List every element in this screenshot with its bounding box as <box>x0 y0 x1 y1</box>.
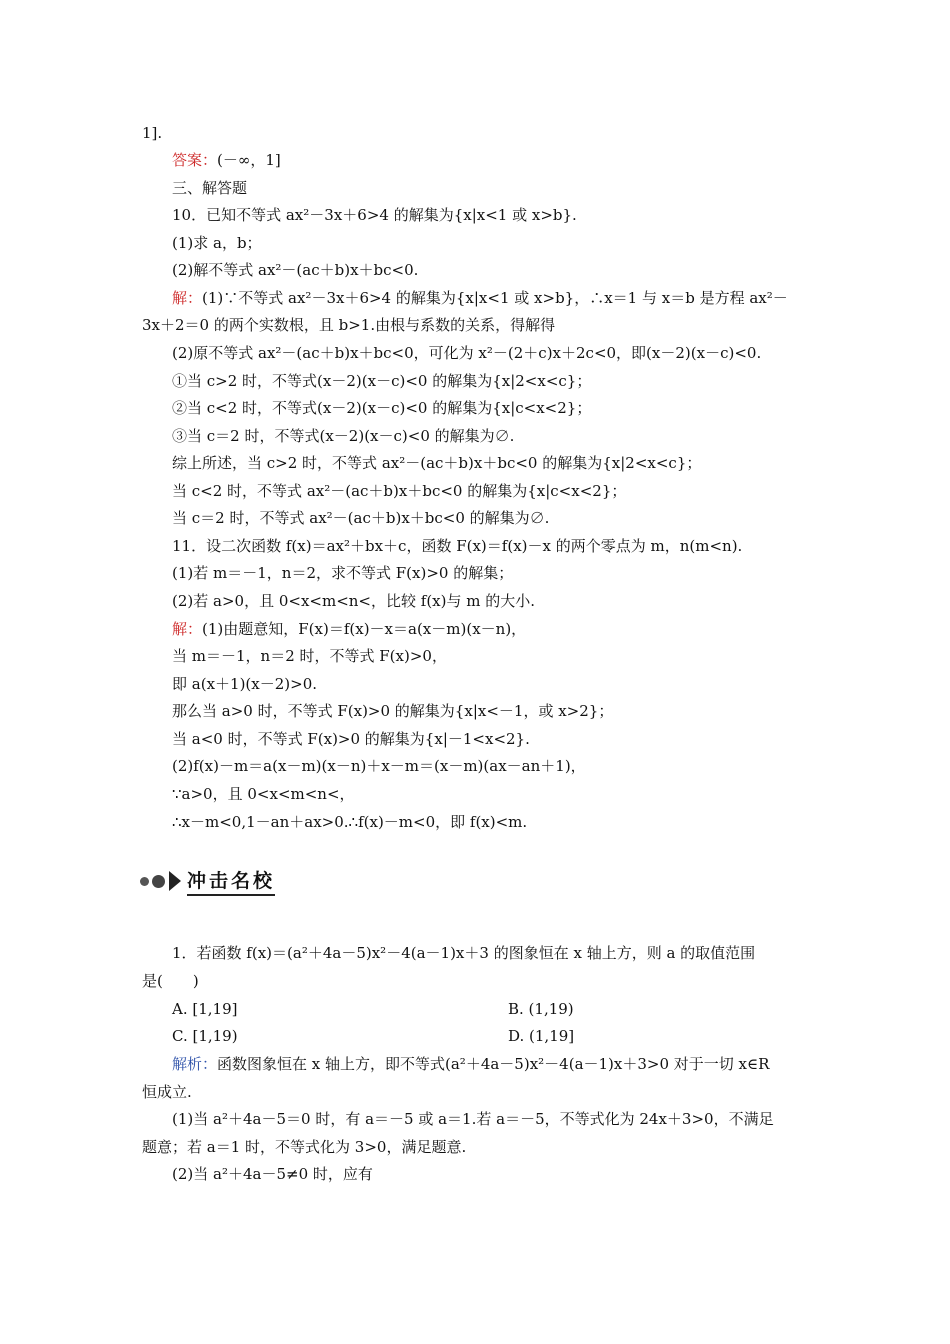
line-text: 即 a(x＋1)(x－2)>0. <box>172 675 318 693</box>
text-line <box>172 206 844 224</box>
line-text: ①当 c>2 时，不等式(x－2)(x－c)<0 的解集为{x|2<x<c}； <box>172 372 592 390</box>
line-text: 当 a<0 时，不等式 F(x)>0 的解集为{x|－1<x<2}. <box>172 730 530 748</box>
line-text: (2)当 a²＋4a－5≠0 时，应有 <box>172 1165 373 1183</box>
text-line <box>142 124 814 142</box>
section-header <box>140 868 275 894</box>
line-text: (1)∵不等式 ax²－3x＋6>4 的解集为{x|x<1 或 x>b}，∴x＝1 与 x＝b 是方程 ax²－ <box>202 289 788 307</box>
analysis-label: 解析： <box>172 1055 218 1073</box>
section-title: 冲击名校 <box>187 866 275 896</box>
line-text: (2)若 a>0，且 0<x<m<n<，比较 f(x)与 m 的大小. <box>172 592 536 610</box>
analysis-text: 函数图象恒在 x 轴上方，即不等式(a²＋4a－5)x²－4(a－1)x＋3>0 对于一切 x∈R <box>217 1055 770 1073</box>
line-text: 3x＋2＝0 的两个实数根，且 b>1.由根与系数的关系，得解得 <box>142 316 556 334</box>
line-text: ∴x－m<0,1－an＋ax>0.∴f(x)－m<0，即 f(x)<m. <box>172 813 528 831</box>
line-text: 三、解答题 <box>172 179 248 197</box>
line-text: (2)f(x)－m＝a(x－m)(x－n)＋x－m＝(x－m)(ax－an＋1)， <box>172 757 586 775</box>
line-text: 综上所述，当 c>2 时，不等式 ax²－(ac＋b)x＋bc<0 的解集为{x|2<x<c}； <box>172 454 702 472</box>
line-text: 恒成立. <box>142 1083 192 1101</box>
line-text: (1)若 m＝－1，n＝2，求不等式 F(x)>0 的解集； <box>172 564 514 582</box>
choice-option: B. (1,19) <box>508 1000 574 1018</box>
line-text: (1)由题意知，F(x)＝f(x)－x＝a(x－m)(x－n)， <box>202 620 527 638</box>
bullet-dot-icon <box>152 875 165 888</box>
bullet-dot-icon <box>140 877 149 886</box>
text-line <box>142 1138 814 1156</box>
line-text: (2)原不等式 ax²－(ac＋b)x＋bc<0，可化为 x²－(2＋c)x＋2c<0，即(x－2)(x－c)<0. <box>172 344 762 362</box>
answer-label: 解： <box>172 620 203 638</box>
text-line <box>172 730 844 748</box>
text-line <box>172 813 844 831</box>
line-text: (－∞，1] <box>217 151 281 169</box>
line-text: ∵a>0，且 0<x<m<n<， <box>172 785 355 803</box>
line-text: 那么当 a>0 时，不等式 F(x)>0 的解集为{x|x<－1，或 x>2}； <box>172 702 614 720</box>
text-line <box>172 1165 844 1183</box>
text-line <box>172 234 844 252</box>
analysis-line <box>172 1055 844 1073</box>
text-line <box>172 675 844 693</box>
text-line <box>172 289 844 307</box>
line-text: 是( ) <box>142 972 199 990</box>
text-line <box>142 972 814 990</box>
text-line <box>172 344 844 362</box>
line-text: 10．已知不等式 ax²－3x＋6>4 的解集为{x|x<1 或 x>b}. <box>172 206 577 224</box>
line-text: ②当 c<2 时，不等式(x－2)(x－c)<0 的解集为{x|c<x<2}； <box>172 399 592 417</box>
answer-label: 答案： <box>172 151 218 169</box>
text-line <box>142 1083 814 1101</box>
text-line <box>172 564 844 582</box>
text-line <box>172 702 844 720</box>
text-line <box>172 399 844 417</box>
chevron-right-icon <box>169 871 181 891</box>
text-line <box>172 482 844 500</box>
text-line <box>172 179 844 197</box>
text-line <box>142 316 814 334</box>
text-line <box>172 427 844 445</box>
text-line <box>172 372 844 390</box>
line-text: (1)当 a²＋4a－5＝0 时，有 a＝－5 或 a＝1.若 a＝－5，不等式化为 24x＋3>0，不满足 <box>172 1110 774 1128</box>
text-line <box>172 509 844 527</box>
text-line <box>172 1110 844 1128</box>
line-text: 当 m＝－1，n＝2 时，不等式 F(x)>0， <box>172 647 447 665</box>
text-line <box>172 592 844 610</box>
choice-option: D. (1,19] <box>508 1027 575 1045</box>
line-text: 11．设二次函数 f(x)＝ax²＋bx＋c，函数 F(x)＝f(x)－x 的两个零点为 m，n(m<n). <box>172 537 743 555</box>
line-text: 题意；若 a＝1 时，不等式化为 3>0，满足题意. <box>142 1138 467 1156</box>
choice-option: C. [1,19) <box>172 1027 238 1045</box>
line-text: 当 c＝2 时，不等式 ax²－(ac＋b)x＋bc<0 的解集为∅. <box>172 509 550 527</box>
text-line <box>172 785 844 803</box>
line-text: 1]. <box>142 124 163 142</box>
answer-label: 解： <box>172 289 203 307</box>
text-line <box>172 537 844 555</box>
choice-option: A. [1,19] <box>172 1000 238 1018</box>
text-line <box>172 944 844 962</box>
line-text: 1．若函数 f(x)＝(a²＋4a－5)x²－4(a－1)x＋3 的图象恒在 x 轴上方，则 a 的取值范围 <box>172 944 756 962</box>
text-line <box>172 647 844 665</box>
line-text: (1)求 a，b； <box>172 234 262 252</box>
text-line <box>172 261 844 279</box>
text-line <box>172 757 844 775</box>
text-line <box>172 454 844 472</box>
text-line <box>172 620 844 638</box>
line-text: 当 c<2 时，不等式 ax²－(ac＋b)x＋bc<0 的解集为{x|c<x<2}； <box>172 482 627 500</box>
line-text: ③当 c＝2 时，不等式(x－2)(x－c)<0 的解集为∅. <box>172 427 515 445</box>
text-line <box>172 151 844 169</box>
line-text: (2)解不等式 ax²－(ac＋b)x＋bc<0. <box>172 261 419 279</box>
